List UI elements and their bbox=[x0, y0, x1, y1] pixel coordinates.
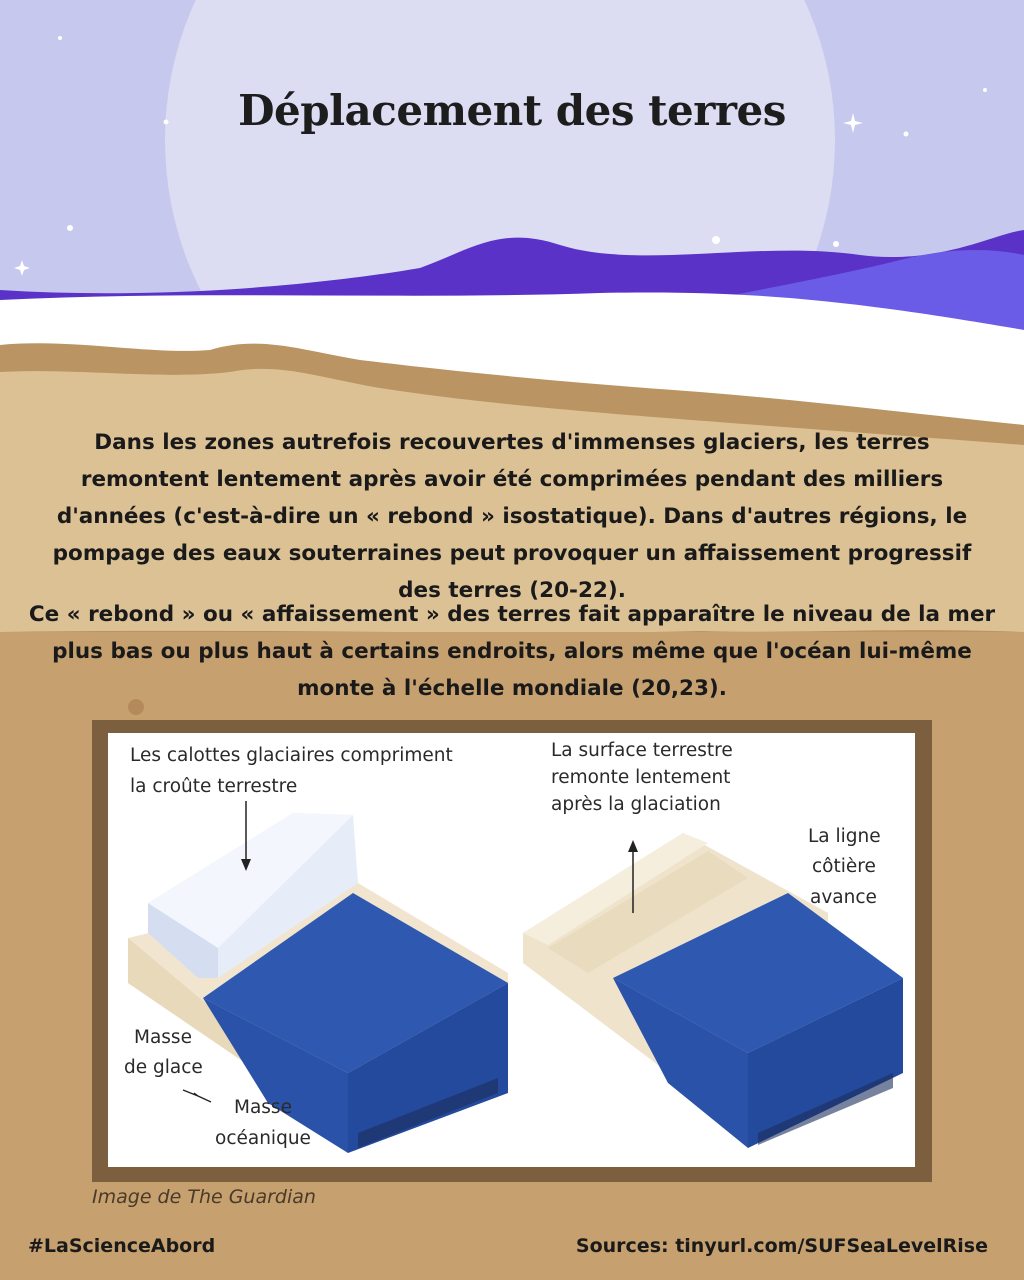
ice-mass-label-1: Masse bbox=[134, 1027, 192, 1048]
right-top-label-1: La surface terrestre bbox=[551, 740, 733, 761]
ocean-mass-label-2: océanique bbox=[215, 1128, 311, 1149]
ice-mass-label-2: de glace bbox=[124, 1057, 203, 1078]
right-top-label-2: remonte lentement bbox=[551, 767, 731, 788]
left-block bbox=[128, 801, 508, 1153]
hashtag: #LaScienceAbord bbox=[28, 1235, 216, 1257]
left-top-label-1: Les calottes glaciaires compriment bbox=[130, 745, 453, 766]
ocean-mass-label-1: Masse bbox=[234, 1097, 292, 1118]
image-credit: Image de The Guardian bbox=[92, 1186, 316, 1208]
coast-label-3: avance bbox=[810, 887, 877, 908]
coast-label-1: La ligne bbox=[808, 826, 881, 847]
effect-paragraph: Ce « rebond » ou « affaissement » des terres fait apparaître le niveau de la mer plus bas ou plus haut à certains endroits, alors même que l'océan lui-même monte à l'échelle mondiale (20,23). bbox=[28, 602, 996, 701]
page-title: Déplacement des terres bbox=[238, 86, 786, 135]
sources-link[interactable]: Sources: tinyurl.com/SUFSeaLevelRise bbox=[575, 1235, 988, 1257]
diagram-frame bbox=[92, 720, 932, 1182]
diagram-panel bbox=[108, 733, 915, 1167]
intro-paragraph: Dans les zones autrefois recouvertes d'immenses glaciers, les terres remontent lentement après avoir été comprimées pendant des milliers d'années (c'est-à-dire un « rebond » isostatique). Dans d'autres régions, le pompage des eaux souterraines peut provoquer un affaissement progressif des terres (20-22). bbox=[52, 430, 972, 603]
right-top-label-3: après la glaciation bbox=[551, 794, 721, 815]
coast-label-2: côtière bbox=[812, 856, 876, 877]
left-top-label-2: la croûte terrestre bbox=[130, 776, 298, 797]
